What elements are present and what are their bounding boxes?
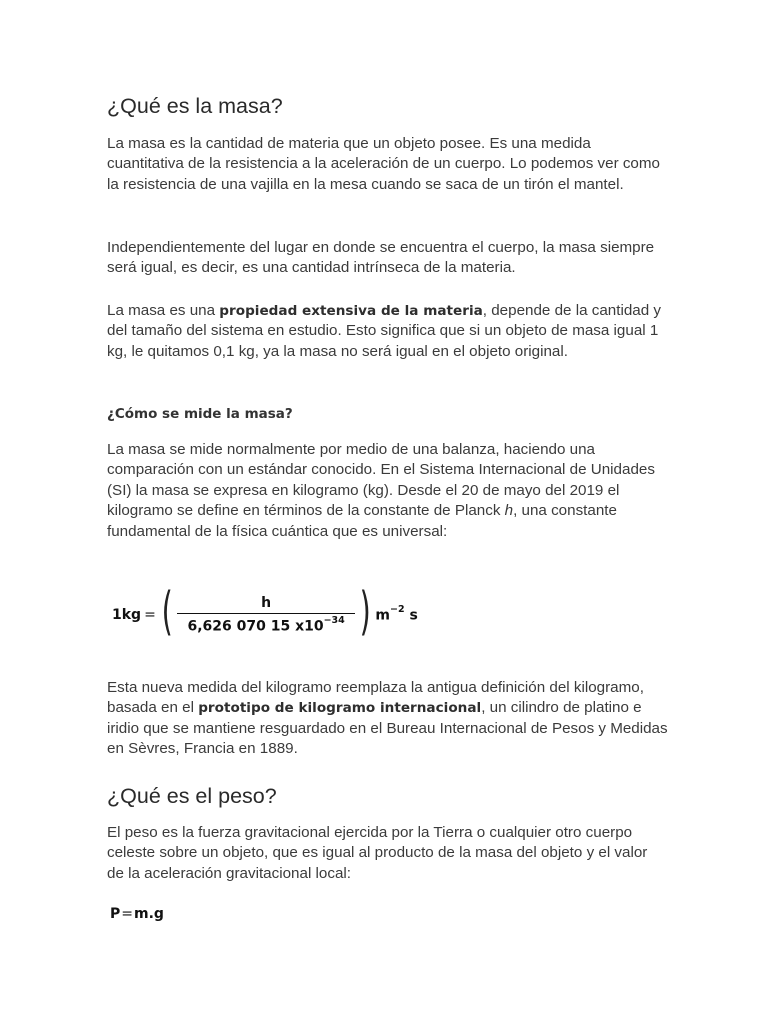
heading-que-es-el-peso: ¿Qué es el peso? <box>107 784 277 808</box>
formula-weight <box>110 906 164 922</box>
formula1-units <box>375 606 417 624</box>
p3-text-after: , depende de la cantidad y del tamaño del sistema en estudio. Esto significa que si un objeto de masa igual 1 kg, le quitamos 0,1 kg, ya la masa no será igual en el objeto original. <box>107 302 661 360</box>
formula1-numerator: h <box>261 595 272 612</box>
formula2-lhs: P <box>110 906 121 922</box>
formula1-open-paren: ( <box>161 582 173 642</box>
formula-kilogram-definition <box>112 582 418 642</box>
formula1-unit-m: m <box>375 607 390 624</box>
formula1-close-paren: ) <box>359 582 371 642</box>
p3-text-before: La masa es una <box>107 302 220 319</box>
p4-planck-symbol: h <box>504 502 514 520</box>
formula1-unit-s: s <box>404 607 418 624</box>
formula1-denominator-exponent: −34 <box>323 615 345 627</box>
paragraph-definicion-masa: La masa es la cantidad de materia que un objeto posee. Es una medida cuantitativa de la resistencia a la aceleración de un cuerpo. Lo podemos ver como la resistencia de una vajilla en la mesa cuando se saca de un tirón el mantel. <box>107 135 660 193</box>
paragraph-masa-invariable: Independientemente del lugar en donde se encuentra el cuerpo, la masa siempre será igual, es decir, es una cantidad intrínseca de la materia. <box>107 239 655 277</box>
heading-que-es-la-masa: ¿Qué es la masa? <box>107 94 283 118</box>
formula1-equals: = <box>144 607 156 623</box>
p4-text-after: , una constante fundamental de la física cuántica que es universal: <box>107 502 617 540</box>
formula1-denominator-base: 6,626 070 15 x10 <box>187 618 324 635</box>
formula1-fraction <box>177 595 355 635</box>
p3-bold-term: propiedad extensiva de la materia <box>219 303 483 319</box>
p5-bold-term: prototipo de kilogramo internacional <box>198 700 482 717</box>
formula1-unit-m-exponent: −2 <box>390 604 405 616</box>
paragraph-definicion-peso: El peso es la fuerza gravitacional ejercida por la Tierra o cualquier otro cuerpo celeste sobre un objeto, que es igual al producto de la masa del objeto y el valor de la aceleración gravitacional local: <box>107 824 648 882</box>
subheading-como-se-mide: ¿Cómo se mide la masa? <box>107 406 293 422</box>
formula2-equals: = <box>121 906 133 922</box>
formula1-denominator <box>187 614 344 635</box>
formula1-lhs: 1kg <box>112 607 142 623</box>
paragraph-prototipo-kilogramo <box>107 678 668 760</box>
p4-text-before: La masa se mide normalmente por medio de una balanza, haciendo una comparación con un estándar conocido. En el Sistema Internacional de Unidades (SI) la masa se expresa en kilogramo (kg). Desde el 20 de mayo del 2019 el kilogramo se define en términos de la constante de Planck <box>107 441 655 520</box>
formula2-rhs: m.g <box>134 906 164 922</box>
paragraph-medicion-masa <box>107 440 668 542</box>
p5-text-before: Esta nueva medida del kilogramo reemplaza la antigua definición del kilogramo, basada en el <box>107 679 644 717</box>
p5-text-after: , un cilindro de platino e iridio que se mantiene resguardado en el Bureau Internacional de Pesos y Medidas en Sèvres, Francia en 1889. <box>107 699 668 758</box>
paragraph-propiedad-extensiva <box>107 301 668 362</box>
